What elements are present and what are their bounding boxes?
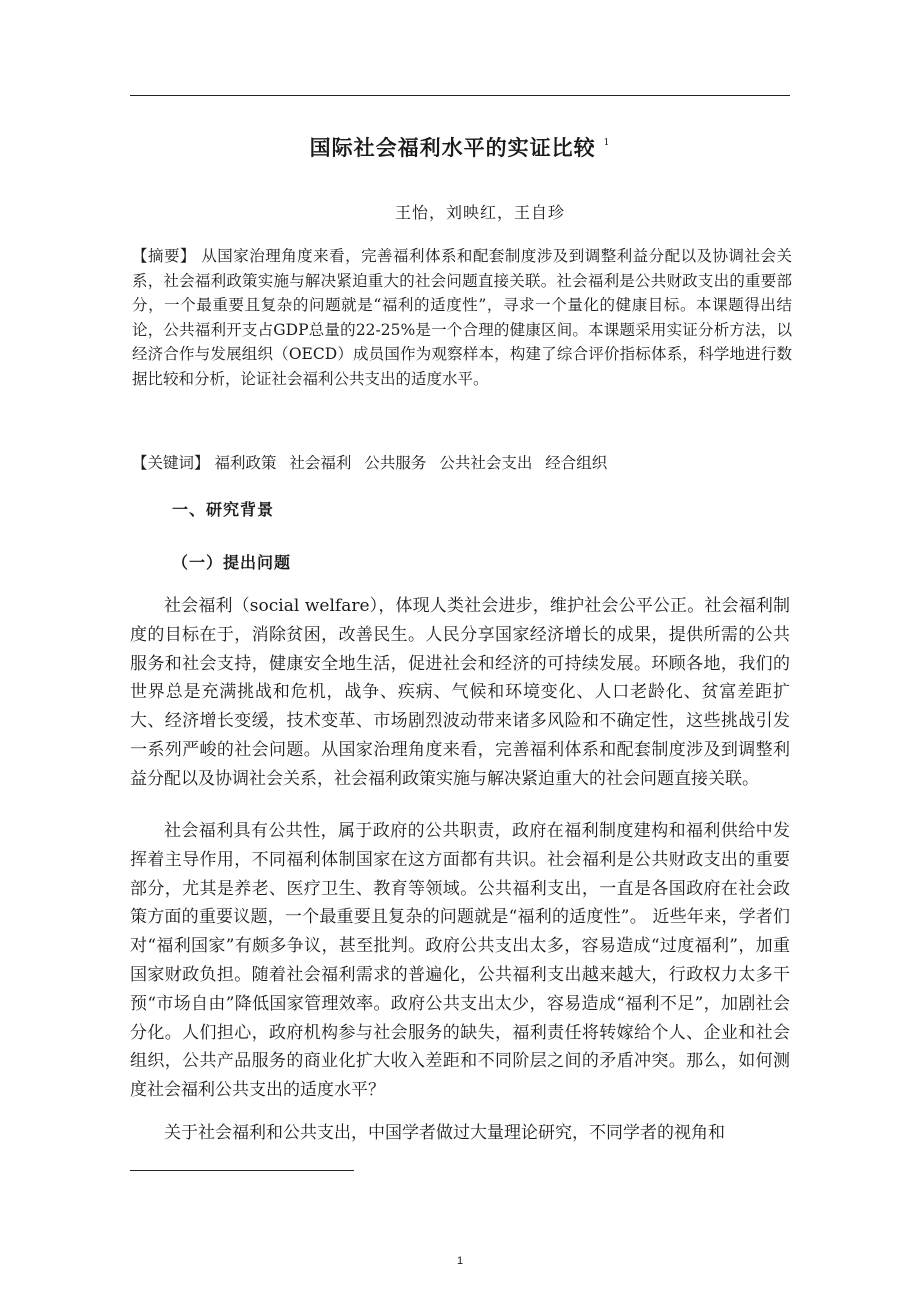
body-paragraph: 关于社会福利和公共支出，中国学者做过大量理论研究，不同学者的视角和 <box>164 1123 725 1143</box>
title-footnote-mark[interactable]: 1 <box>603 138 611 148</box>
abstract-label: 【摘要】 <box>132 247 196 265</box>
keyword-item: 公共社会支出 <box>439 454 533 472</box>
keywords <box>132 451 792 475</box>
keyword-item: 经合组织 <box>545 454 608 472</box>
keyword-item: 福利政策 <box>214 454 277 472</box>
subsection-heading: （一）提出问题 <box>172 553 292 572</box>
body-paragraph: 社会福利具有公共性，属于政府的公共职责，政府在福利制度建构和福利供给中发挥着主导作用，不同福利体制国家在这方面都有共识。社会福利是公共财政支出的重要部分，尤其是养老、医疗卫生、教育等领域。公共福利支出，一直是各国政府在社会政策方面的重要议题，一个最重要且复杂的问题就是“福利的适度性”。 近些年来，学者们对“福利国家”有颇多争议，甚至批判。政府公共支出太多，容易造成“过度福利”，加重国家财政负担。随着社会福利需求的普遍化，公共福利支出越来越大，行政权力太多干预“市场自由”降低国家管理效率。政府公共支出太少，容易造成“福利不足”，加剧社会分化。人们担心，政府机构参与社会服务的缺失，福利责任将转嫁给个人、企业和社会组织，公共产品服务的商业化扩大收入差距和不同阶层之间的矛盾冲突。那么，如何测度社会福利公共支出的适度水平？ <box>130 821 790 1101</box>
footnote-separator <box>130 1170 354 1171</box>
keywords-label: 【关键词】 <box>132 454 210 472</box>
title-text: 国际社会福利水平的实证比较 <box>309 135 596 160</box>
keyword-item: 公共服务 <box>364 454 427 472</box>
header-rule <box>130 95 790 96</box>
document-title <box>130 132 790 162</box>
abstract <box>132 244 792 391</box>
keyword-item: 社会福利 <box>289 454 352 472</box>
section-heading: 一、研究背景 <box>172 500 275 519</box>
abstract-text: 从国家治理角度来看，完善福利体系和配套制度涉及到调整利益分配以及协调社会关系，社会福利政策实施与解决紧迫重大的社会问题直接关联。社会福利是公共财政支出的重要部分，一个最重要且复杂的问题就是“福利的适度性”，寻求一个量化的健康目标。本课题得出结论，公共福利开支占GDP总量的22-25%是一个合理的健康区间。本课题采用实证分析方法，以经济合作与发展组织（OECD）成员国作为观察样本，构建了综合评价指标体系，科学地进行数据比较和分析，论证社会福利公共支出的适度水平。 <box>132 247 792 388</box>
body-paragraph: 社会福利（social welfare），体现人类社会进步，维护社会公平公正。社会福利制度的目标在于，消除贫困，改善民生。人民分享国家经济增长的成果，提供所需的公共服务和社会支持，健康安全地生活，促进社会和经济的可持续发展。环顾各地，我们的世界总是充满挑战和危机，战争、疾病、气候和环境变化、人口老龄化、贫富差距扩大、经济增长变缓，技术变革、市场剧烈波动带来诸多风险和不确定性，这些挑战引发一系列严峻的社会问题。从国家治理角度来看，完善福利体系和配套制度涉及到调整利益分配以及协调社会关系，社会福利政策实施与解决紧迫重大的社会问题直接关联。 <box>130 596 790 789</box>
page-number: 1 <box>456 1255 464 1267</box>
authors-line: 王怡，刘映红，王自珍 <box>394 203 565 222</box>
